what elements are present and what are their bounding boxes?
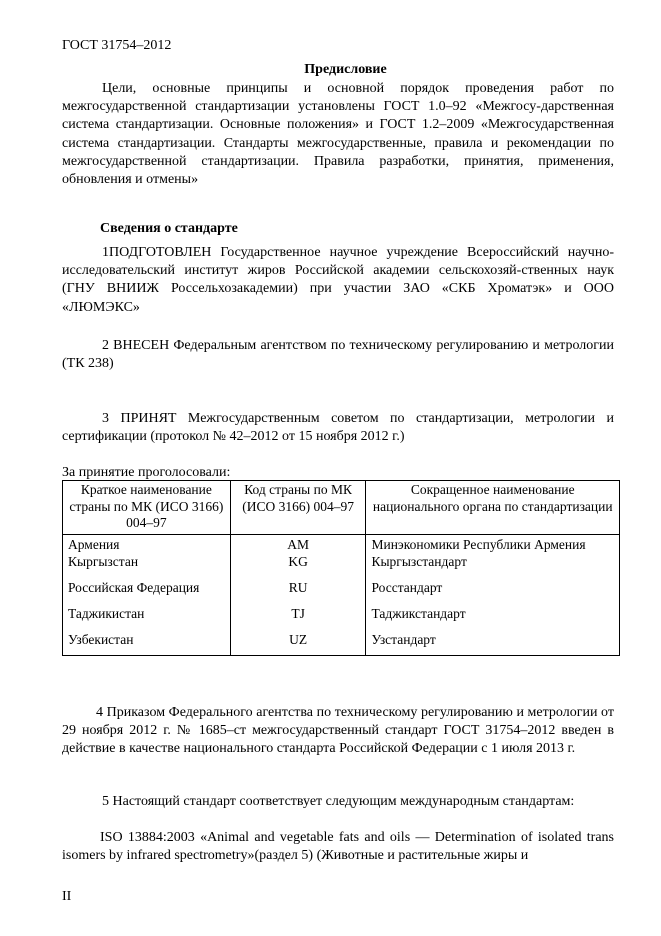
country-cell: Узбекистан (63, 630, 231, 655)
code-cell: TJ (230, 604, 366, 630)
code-cell: UZ (230, 630, 366, 655)
vote-table (62, 480, 620, 656)
item-2: 2 ВНЕСЕН Федеральным агентством по техническому регулированию и метрологии (ТК 238) (62, 338, 614, 372)
body-cell: Росстандарт (366, 578, 620, 604)
item-5-reference: ISO 13884:2003 «Animal and vegetable fats and oils — Determination of isolated trans isomers by infrared spectrometry»(раздел 5) (Животные и растительные жиры и (62, 830, 614, 864)
body-cell: Минэкономики Республики Армения (366, 534, 620, 553)
table-row (63, 604, 620, 630)
table-header-row (63, 481, 620, 535)
item-5: 5 Настоящий стандарт соответствует следующим международным стандартам: (102, 794, 575, 809)
body-cell: Узстандарт (366, 630, 620, 655)
header-code: Код страны по МК (ИСО 3166) 004–97 (230, 481, 366, 535)
header-country: Краткое наименование страны по МК (ИСО 3166) 004–97 (63, 481, 231, 535)
vote-label: За принятие проголосовали: (62, 465, 231, 480)
page-number: II (62, 889, 72, 904)
header-body: Сокращенное наименование национального органа по стандартизации (366, 481, 620, 535)
preface-paragraph: Цели, основные принципы и основной порядок проведения работ по межгосударственной стандартизации установлены ГОСТ 1.0–92 «Межгосу-дарственная система стандартизации. Основные положения» и ГОСТ 1.2–2009 «Межгосударственная система стандартизации. Стандарты межгосударственные, правила и рекомендации по межгосударственной стандартизации. Правила разработки, принятия, применения, обновления и отмены» (62, 81, 614, 188)
code-cell: AM (230, 534, 366, 553)
table-row (63, 534, 620, 553)
country-cell: Кыргызстан (63, 553, 231, 578)
table-row (63, 578, 620, 604)
section-title: Сведения о стандарте (100, 221, 238, 236)
country-cell: Таджикистан (63, 604, 231, 630)
code-cell: KG (230, 553, 366, 578)
item-4: 4 Приказом Федерального агентства по техническому регулированию и метрологии от 29 ноября 2012 г. № 1685–ст межгосударственный стандарт ГОСТ 31754–2012 введен в действие в качестве национального стандарта Российской Федерации с 1 июля 2013 г. (62, 705, 614, 757)
item-3: 3 ПРИНЯТ Межгосударственным советом по стандартизации, метрологии и сертификации (протокол № 42–2012 от 15 ноября 2012 г.) (62, 411, 614, 445)
country-cell: Армения (63, 534, 231, 553)
table-row (63, 630, 620, 655)
item-1: 1ПОДГОТОВЛЕН Государственное научное учреждение Всероссийский научно-исследовательский институт жиров Российской академии сельскохозяй-ственных наук (ГНУ ВНИИЖ Россельхозакадемии) при участии ЗАО «СКБ Хроматэк» и ООО «ЛЮМЭКС» (62, 245, 614, 315)
preface-title: Предисловие (304, 62, 387, 77)
body-cell: Кыргызстандарт (366, 553, 620, 578)
standard-code: ГОСТ 31754–2012 (62, 38, 172, 53)
body-cell: Таджикстандарт (366, 604, 620, 630)
country-cell: Российская Федерация (63, 578, 231, 604)
code-cell: RU (230, 578, 366, 604)
table-row (63, 553, 620, 578)
